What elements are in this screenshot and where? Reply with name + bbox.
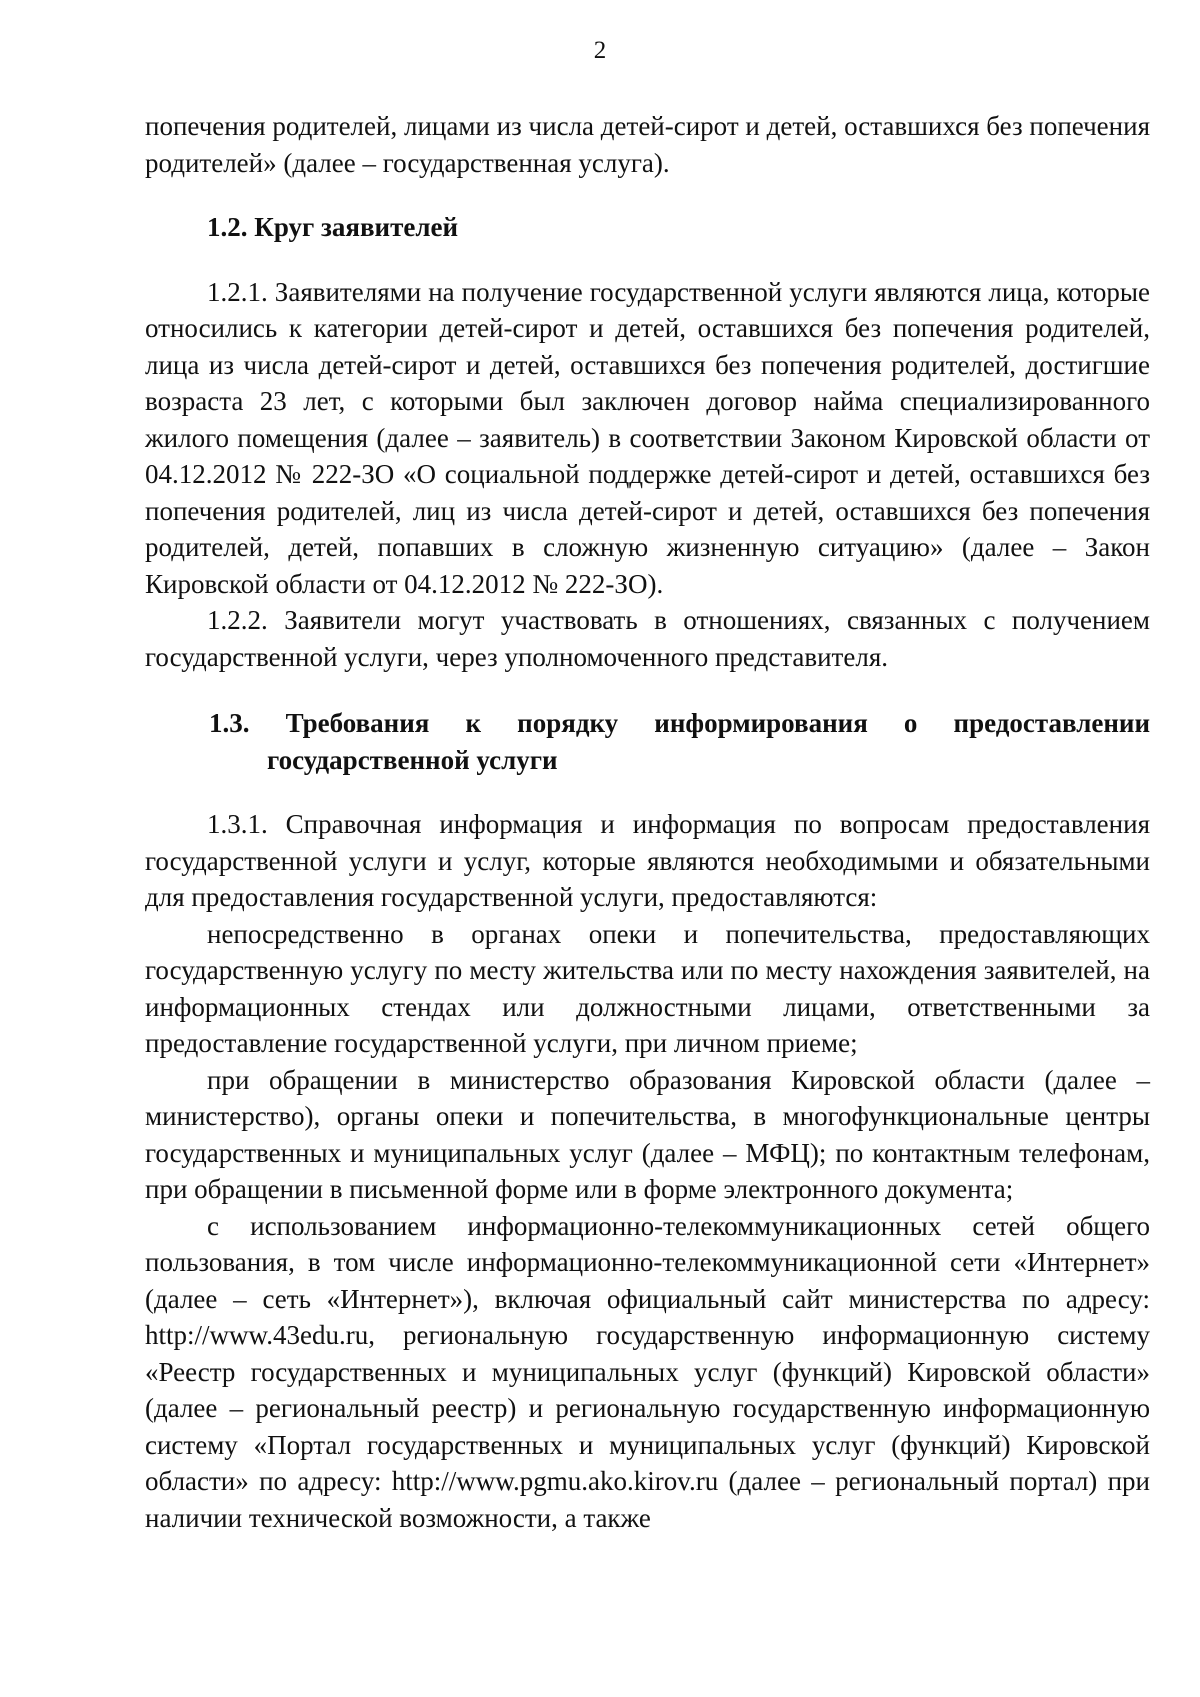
paragraph-intro: попечения родителей, лицами из числа детей-сирот и детей, оставшихся без попечения родителей» (далее – государственная услуга). [145,111,1150,178]
section-heading-1-3: 1.3. Требования к порядку информирования о предоставлении государственной услуги [209,708,1150,775]
paragraph-1-2-1: 1.2.1. Заявителями на получение государственной услуги являются лица, которые относились к категории детей-сирот и детей, оставшихся без попечения родителей, лица из числа детей-сирот и детей, оставшихся без попечения родителей, достигшие возраста 23 лет, с которыми был заключен договор найма специализированного жилого помещения (далее – заявитель) в соответствии Законом Кировской области от 04.12.2012 № 222-ЗО «О социальной поддержке детей-сирот и детей, оставшихся без попечения родителей, лиц из числа детей-сирот и детей, оставшихся без попечения родителей, детей, попавших в сложную жизненную ситуацию» (далее – Закон Кировской области от 04.12.2012 № 222-ЗО). [145,276,1150,599]
paragraph-by-appeal: при обращении в министерство образования Кировской области (далее – министерство), органы опеки и попечительства, в многофункциональные центры государственных и муниципальных услуг (далее – МФЦ); по контактным телефонам, при обращении в письменной форме или в форме электронного документа; [145,1064,1150,1204]
page-number: 2 [593,37,607,64]
paragraph-1-3-1: 1.3.1. Справочная информация и информация по вопросам предоставления государственной услуги и услуг, которые являются необходимыми и обязательными для предоставления государственной услуги, предоставляются: [145,809,1150,912]
document-body [145,108,1150,1536]
paragraph-internet: с использованием информационно-телекоммуникационных сетей общего пользования, в том числе информационно-телекоммуникационной сети «Интернет» (далее – сеть «Интернет»), включая официальный сайт министерства по адресу: http://www.43edu.ru, региональную государственную информационную систему «Реестр государственных и муниципальных услуг (функций) Кировской области» (далее – региональный реестр) и региональную государственную информационную систему «Портал государственных и муниципальных услуг (функций) Кировской области» по адресу: http://www.pgmu.ako.kirov.ru (далее – региональный портал) при наличии технической возможности, а также [145,1210,1150,1533]
paragraph-1-2-2: 1.2.2. Заявители могут участвовать в отношениях, связанных с получением государственной услуги, через уполномоченного представителя. [145,605,1150,672]
paragraph-in-person: непосредственно в органах опеки и попечительства, предоставляющих государственную услугу по месту жительства или по месту нахождения заявителей, на информационных стендах или должностными лицами, ответственными за предоставление государственной услуги, при личном приеме; [145,918,1150,1058]
section-heading-1-2: 1.2. Круг заявителей [207,212,459,242]
